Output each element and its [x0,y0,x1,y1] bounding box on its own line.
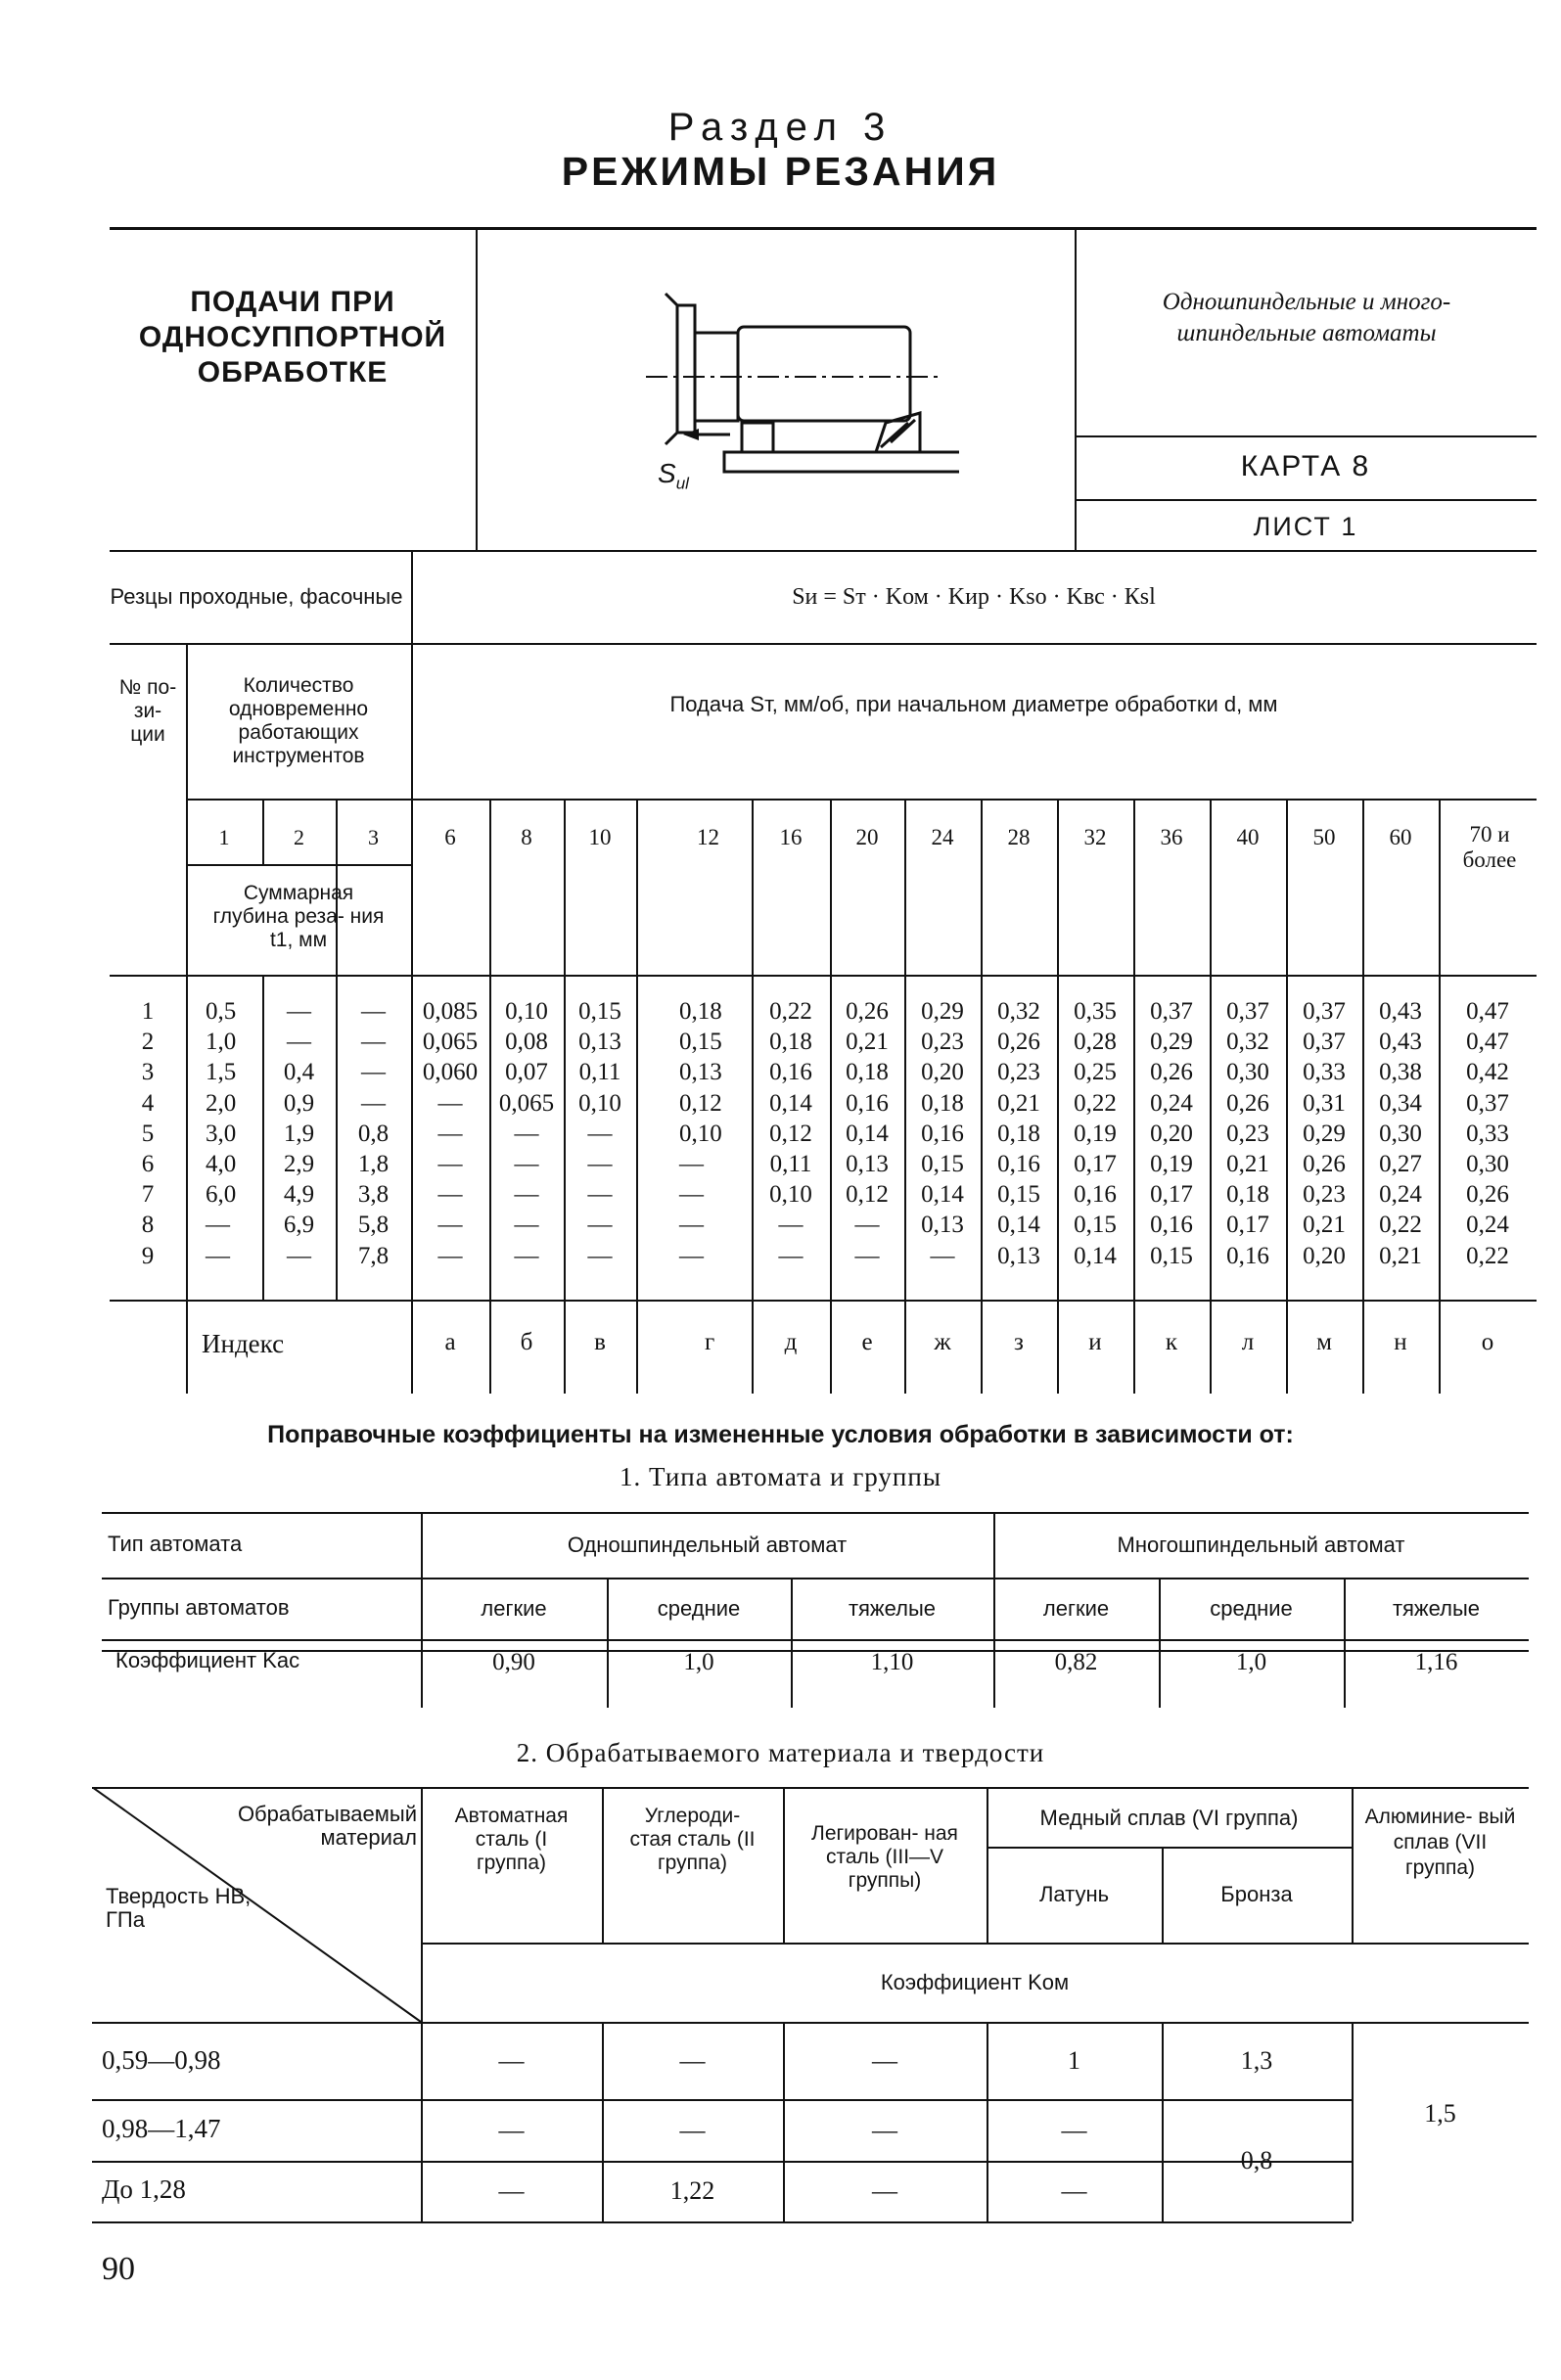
index-cell: е [861,1329,873,1355]
depth-value: 0,9 [283,1089,315,1117]
depth-value: 1,8 [357,1151,390,1178]
feed-value: 0,18 [769,1029,812,1056]
depth-value: 2,9 [283,1151,315,1178]
index-cell: г [705,1329,715,1355]
depth-value: 1,5 [206,1059,237,1086]
index-cell: а [444,1329,456,1355]
km-cell: — [498,2176,525,2205]
feed-value: 0,33 [1466,1120,1509,1147]
feed-value: 0,42 [1466,1059,1509,1086]
feed-value: 0,17 [1074,1151,1117,1178]
material-label: Обрабатываемый материал [237,1802,417,1850]
feed-value: 0,47 [1466,1029,1509,1056]
feed-value: 0,37 [1303,998,1346,1025]
position-number: 1 [141,998,155,1025]
brass-header: Латунь [1038,1882,1110,1906]
km-cell: — [872,2116,897,2144]
feed-value: 0,10 [578,1089,621,1117]
multi-spindle-header: Многошпиндельный автомат [1117,1533,1405,1557]
feed-value: 0,16 [1074,1181,1117,1209]
group-cell: средние [1210,1596,1293,1621]
material-header: Легирован- ная сталь (III—V группы) [811,1822,958,1892]
feed-value: 0,13 [578,1029,621,1056]
depth-value: 3,0 [206,1120,237,1147]
feed-value: 0,12 [769,1120,812,1147]
diameter-header: 36 [1160,825,1183,849]
bronze-value: 0,8 [1240,2146,1273,2174]
feed-value: — [679,1151,704,1178]
material-header: Автоматная сталь (I группа) [454,1805,569,1874]
subtitle-1: 1. Типа автомата и группы [620,1462,941,1491]
feed-column [411,996,489,1271]
hardness-value: До 1,28 [102,2174,186,2204]
figure-label [658,458,689,494]
feed-value: 0,37 [1226,998,1269,1025]
hardness-value: 0,98—1,47 [102,2114,221,2143]
header-title-line: ПОДАЧИ ПРИ [190,286,395,318]
feed-value: 0,17 [1226,1212,1269,1239]
index-cell: о [1481,1329,1494,1355]
feed-value: 0,060 [422,1059,479,1086]
group-cell: средние [657,1596,741,1621]
groups-label: Группы автоматов [108,1595,290,1620]
feed-value: 0,22 [1466,1242,1509,1269]
feed-value: 0,19 [1150,1151,1193,1178]
depth-value: 6,9 [283,1212,315,1239]
feed-value: 0,24 [1379,1181,1422,1209]
diameter-header: 28 [1007,825,1031,849]
data-bottom-rule [110,1300,1537,1302]
depth-value: 0,4 [283,1059,315,1086]
feed-value: 0,11 [578,1059,621,1086]
feed-arrow-icon [683,429,699,440]
feed-value: 0,29 [921,998,964,1025]
feed-value: 0,32 [997,998,1040,1025]
figure-label-s: S [658,458,676,488]
position-number: 5 [141,1120,155,1147]
feed-value: 0,47 [1466,998,1509,1025]
feed-value: — [437,1089,463,1117]
feed-value: 0,20 [921,1059,964,1086]
t2-copper-rule [987,1847,1352,1849]
card-bottom-rule [1075,499,1537,501]
feed-value: 0,23 [921,1029,964,1056]
feed-column [1057,996,1133,1271]
feed-value: — [778,1242,803,1269]
index-cell: м [1316,1329,1332,1355]
t1-rule-2 [102,1578,1529,1579]
bronze-header: Бронза [1220,1882,1293,1906]
depth-value: 0,5 [206,998,237,1025]
group-cell: легкие [1042,1596,1110,1621]
section-title: РЕЖИМЫ РЕЗАНИЯ [561,149,1000,194]
position-column [110,996,186,1271]
depth-value: — [206,1212,230,1239]
figure-label-sub: иl [675,474,689,493]
feed-value: 0,34 [1379,1089,1422,1117]
feed-column [981,996,1057,1271]
feed-column [1286,996,1362,1271]
group-cell: тяжелые [1392,1596,1481,1621]
feed-value: 0,13 [997,1242,1040,1269]
feed-value: — [587,1181,613,1209]
feed-value: 0,43 [1379,1029,1422,1056]
feed-value: 0,23 [1226,1120,1269,1147]
feed-value: 0,43 [1379,998,1422,1025]
feed-column [1362,996,1439,1271]
coefficient-cell: 1,0 [683,1649,714,1675]
automat-type-label: Тип автомата [108,1532,243,1556]
feed-value: 0,10 [769,1181,812,1209]
feed-value: 0,29 [1303,1120,1346,1147]
header-title-line: ОДНОСУППОРТНОЙ [138,321,447,353]
feed-value: — [514,1120,539,1147]
t1-rule-3 [102,1639,1529,1641]
feed-value: 0,23 [997,1059,1040,1086]
machine-type-line: шпиндельные автоматы [1176,320,1437,346]
feed-value: 0,14 [846,1120,889,1147]
feed-value: — [587,1120,613,1147]
feed-value: 0,065 [498,1089,555,1117]
feed-value: 0,18 [921,1089,964,1117]
feed-value: — [679,1181,704,1209]
feed-value: 0,22 [1379,1212,1422,1239]
feed-column [752,996,830,1271]
feed-value: 0,22 [1074,1089,1117,1117]
feed-value: — [587,1151,613,1178]
depth-column-2 [262,996,336,1271]
feed-value: 0,18 [1226,1181,1269,1209]
km-cell: — [679,2116,706,2144]
position-number: 7 [141,1181,155,1209]
card-number: КАРТА 8 [1240,450,1371,482]
km-cell: — [498,2116,525,2144]
feed-value: 0,26 [846,998,889,1025]
index-cell: в [594,1329,606,1355]
feed-value: 0,19 [1074,1120,1117,1147]
feed-value: 0,07 [505,1059,548,1086]
feed-value: 0,27 [1379,1151,1422,1178]
feed-value: — [587,1212,613,1239]
coefficient-cell: 1,10 [870,1649,914,1675]
index-cell: з [1014,1329,1024,1355]
feed-value: 0,14 [921,1181,964,1209]
depth-value: — [361,1089,386,1117]
feed-value: 0,085 [422,998,479,1025]
coefficient-cell: 1,0 [1235,1649,1267,1675]
diameter-header: 10 [588,825,612,849]
feed-value: — [679,1242,704,1269]
diameter-header: 8 [521,825,532,849]
feed-value: 0,13 [921,1212,964,1239]
feed-value: 0,11 [769,1151,812,1178]
feed-value: 0,08 [505,1029,548,1056]
feed-value: 0,24 [1150,1089,1193,1117]
depth-value: 1,0 [206,1029,237,1056]
depth-value: — [287,1029,311,1056]
tool-count-header: Количество одновременно работающих инструментов [228,674,369,767]
depth-column-3 [336,996,411,1271]
position-number: 4 [141,1089,155,1117]
feed-value: 0,16 [997,1151,1040,1178]
feed-value: 0,18 [846,1059,889,1086]
feed-value: — [514,1181,539,1209]
diameter-header: 24 [931,825,954,849]
feed-value: 0,26 [1466,1181,1509,1209]
header-rule [186,799,1537,801]
feed-value: 0,18 [997,1120,1040,1147]
feed-value: 0,30 [1379,1120,1422,1147]
feed-formula: Sи = Sт · Kом · Kир · Kso · Kвс · Кsl [792,583,1156,610]
feed-value: 0,14 [997,1212,1040,1239]
position-number: 9 [141,1242,155,1269]
position-number: 2 [141,1029,155,1056]
feed-value: — [437,1242,463,1269]
feed-value: 0,17 [1150,1181,1193,1209]
diameter-header: 20 [855,825,879,849]
feed-value: — [930,1242,955,1269]
depth-value: 5,8 [357,1212,390,1239]
tool-count-2: 2 [294,825,304,849]
feed-value: 0,13 [846,1151,889,1178]
feed-value: 0,15 [679,1029,722,1056]
position-header: № по- зи- ции [118,676,177,746]
header-top-rule [110,227,1537,230]
depth-value: — [361,1059,386,1086]
feed-value: 0,12 [846,1181,889,1209]
depth-value: — [361,1029,386,1056]
km-cell: — [498,2046,525,2075]
feed-value: 0,16 [921,1120,964,1147]
diameter-header: 6 [444,825,456,849]
machine-type [1086,279,1527,357]
aluminum-value: 1,5 [1424,2099,1456,2128]
feed-value: 0,29 [1150,1029,1193,1056]
depth-value: 2,0 [206,1089,237,1117]
feed-value: — [514,1212,539,1239]
feed-value: 0,37 [1466,1089,1509,1117]
feed-value: 0,37 [1150,998,1193,1025]
index-cell: и [1088,1329,1102,1355]
depth-value: 3,8 [357,1181,390,1209]
feed-value: 0,37 [1303,1029,1346,1056]
coefficient-cell: 1,16 [1414,1649,1458,1675]
feed-value: 0,21 [1379,1242,1422,1269]
feed-value: — [854,1242,880,1269]
index-label: Индекс [202,1329,285,1358]
index-cell: б [520,1329,533,1355]
km-cell: — [872,2046,897,2075]
formula-rule [110,643,1537,645]
t2-header-rule [421,1943,1529,1945]
feed-column [1439,996,1537,1271]
feed-value: — [778,1212,803,1239]
feed-value: 0,15 [997,1181,1040,1209]
km-cell: — [1061,2116,1087,2144]
diameter-header: 70 и более [1462,822,1517,872]
feed-value: 0,16 [1150,1212,1193,1239]
depth-value: 0,8 [357,1120,390,1147]
feed-value: 0,28 [1074,1029,1117,1056]
depth-value: — [287,998,311,1025]
data-top-rule [110,975,1537,977]
feed-value: 0,16 [769,1059,812,1086]
tool-count-3: 3 [368,825,379,849]
header-title-line: ОБРАБОТКЕ [197,356,389,389]
depth-value: 4,0 [206,1151,237,1178]
feed-value: 0,33 [1303,1059,1346,1086]
bronze-value: 1,3 [1240,2046,1273,2075]
feed-column [636,996,752,1271]
feed-value: 0,35 [1074,998,1117,1025]
feed-value: 0,065 [422,1029,479,1056]
tool-count-1: 1 [218,825,230,849]
subtitle-2: 2. Обрабатываемого материала и твердости [516,1738,1045,1767]
depth-value: 7,8 [357,1242,390,1269]
km-cell: — [679,2046,706,2075]
position-number: 3 [141,1059,155,1086]
diameter-header: 40 [1236,825,1260,849]
depth-value: 1,9 [283,1120,315,1147]
single-spindle-header: Одношпиндельный автомат [567,1533,848,1557]
diameter-header: 60 [1389,825,1412,849]
feed-value: 0,24 [1466,1212,1509,1239]
feed-column [1133,996,1210,1271]
feed-value: — [437,1120,463,1147]
depth-value: 6,0 [206,1181,237,1209]
feed-value: 0,32 [1226,1029,1269,1056]
diameter-header: 32 [1083,825,1107,849]
feed-value: — [854,1212,880,1239]
feed-value: 0,16 [1226,1242,1269,1269]
coefficient-cell: 0,90 [492,1649,535,1675]
counts-rule [186,864,411,866]
hardness-label: Твердость НВ, ГПа [106,1884,252,1932]
t2-bottom-rule [92,2221,1352,2223]
feed-value: — [437,1212,463,1239]
index-cell: д [784,1329,798,1355]
feed-value: — [437,1181,463,1209]
feed-column [904,996,981,1271]
copper-header: Медный сплав (VI группа) [1039,1805,1299,1830]
coefficient-cell: 0,82 [1054,1649,1098,1675]
feed-value: 0,30 [1466,1151,1509,1178]
feed-value: 0,21 [1303,1212,1346,1239]
table-top-rule [110,550,1537,552]
feed-value: — [514,1151,539,1178]
machine-type-line: Одношпиндельные и много- [1162,289,1451,315]
card-top-rule [1075,435,1537,437]
depth-value: 4,9 [283,1181,315,1209]
feed-value: 0,16 [846,1089,889,1117]
km-cell: 1,22 [669,2176,715,2205]
feed-value: 0,13 [679,1059,722,1086]
section-label: Раздел 3 [667,106,894,149]
feed-value: 0,15 [578,998,621,1025]
material-header: Углероди- стая сталь (II группа) [629,1805,756,1874]
feed-value: 0,26 [997,1029,1040,1056]
depth-value: — [206,1242,230,1269]
feed-column [830,996,904,1271]
diameter-header: 12 [697,825,719,849]
group-cell: тяжелые [848,1596,937,1621]
index-cell: л [1241,1329,1255,1355]
feed-value: — [587,1242,613,1269]
feed-column [564,996,636,1271]
position-number: 8 [141,1212,155,1239]
feed-value: 0,10 [679,1120,722,1147]
depth-column-1 [186,996,262,1271]
depth-header: Суммарная глубина реза- ния t1, мм [212,882,385,951]
feed-value: 0,14 [769,1089,812,1117]
depth-value: — [361,998,386,1025]
feed-value: 0,25 [1074,1059,1117,1086]
feed-value: — [514,1242,539,1269]
coefficient-label: Коэффициент Kас [115,1648,300,1672]
feed-header: Подача Sт, мм/об, при начальном диаметре обработки d, мм [669,692,1278,716]
feed-value: 0,15 [921,1151,964,1178]
feed-value: 0,14 [1074,1242,1117,1269]
feed-column [1210,996,1286,1271]
km-cell: 1 [1068,2046,1080,2075]
feed-value: 0,20 [1150,1120,1193,1147]
feed-value: 0,10 [505,998,548,1025]
hardness-value: 0,59—0,98 [102,2045,221,2075]
feed-value: 0,21 [997,1089,1040,1117]
feed-value: 0,26 [1150,1059,1193,1086]
feed-column [489,996,564,1271]
position-number: 6 [141,1151,155,1178]
feed-value: 0,18 [679,998,722,1025]
header-divider-1 [476,227,478,550]
page-number: 90 [102,2251,135,2287]
index-cell: ж [934,1329,951,1355]
index-cell: н [1394,1329,1407,1355]
tool-type: Резцы проходные, фасочные [110,584,403,609]
feed-value: 0,20 [1303,1242,1346,1269]
feed-value: 0,15 [1150,1242,1193,1269]
feed-value: 0,21 [1226,1151,1269,1178]
coefficient-km-header: Коэффициент Kом [880,1970,1070,1994]
sheet-number: ЛИСТ 1 [1253,511,1358,541]
group-cell: легкие [481,1596,547,1621]
aluminum-header: Алюминие- вый сплав (VII группа) [1364,1806,1516,1879]
t1-top-rule [102,1512,1529,1514]
feed-value: — [679,1212,704,1239]
index-cell: к [1165,1329,1178,1355]
feed-value: — [437,1151,463,1178]
feed-value: 0,26 [1226,1089,1269,1117]
depth-value: — [287,1242,311,1269]
feed-value: 0,12 [679,1089,722,1117]
feed-value: 0,15 [1074,1212,1117,1239]
km-cell: — [872,2176,897,2205]
corrections-title: Поправочные коэффициенты на измененные условия обработки в зависимости от: [267,1421,1294,1448]
feed-value: 0,31 [1303,1089,1346,1117]
header-title [110,274,476,401]
diameter-header: 16 [779,825,803,849]
diameter-header: 50 [1312,825,1336,849]
feed-value: 0,21 [846,1029,889,1056]
feed-value: 0,23 [1303,1181,1346,1209]
km-cell: — [1061,2176,1087,2205]
feed-value: 0,22 [769,998,812,1025]
feed-value: 0,38 [1379,1059,1422,1086]
feed-value: 0,26 [1303,1151,1346,1178]
feed-value: 0,30 [1226,1059,1269,1086]
